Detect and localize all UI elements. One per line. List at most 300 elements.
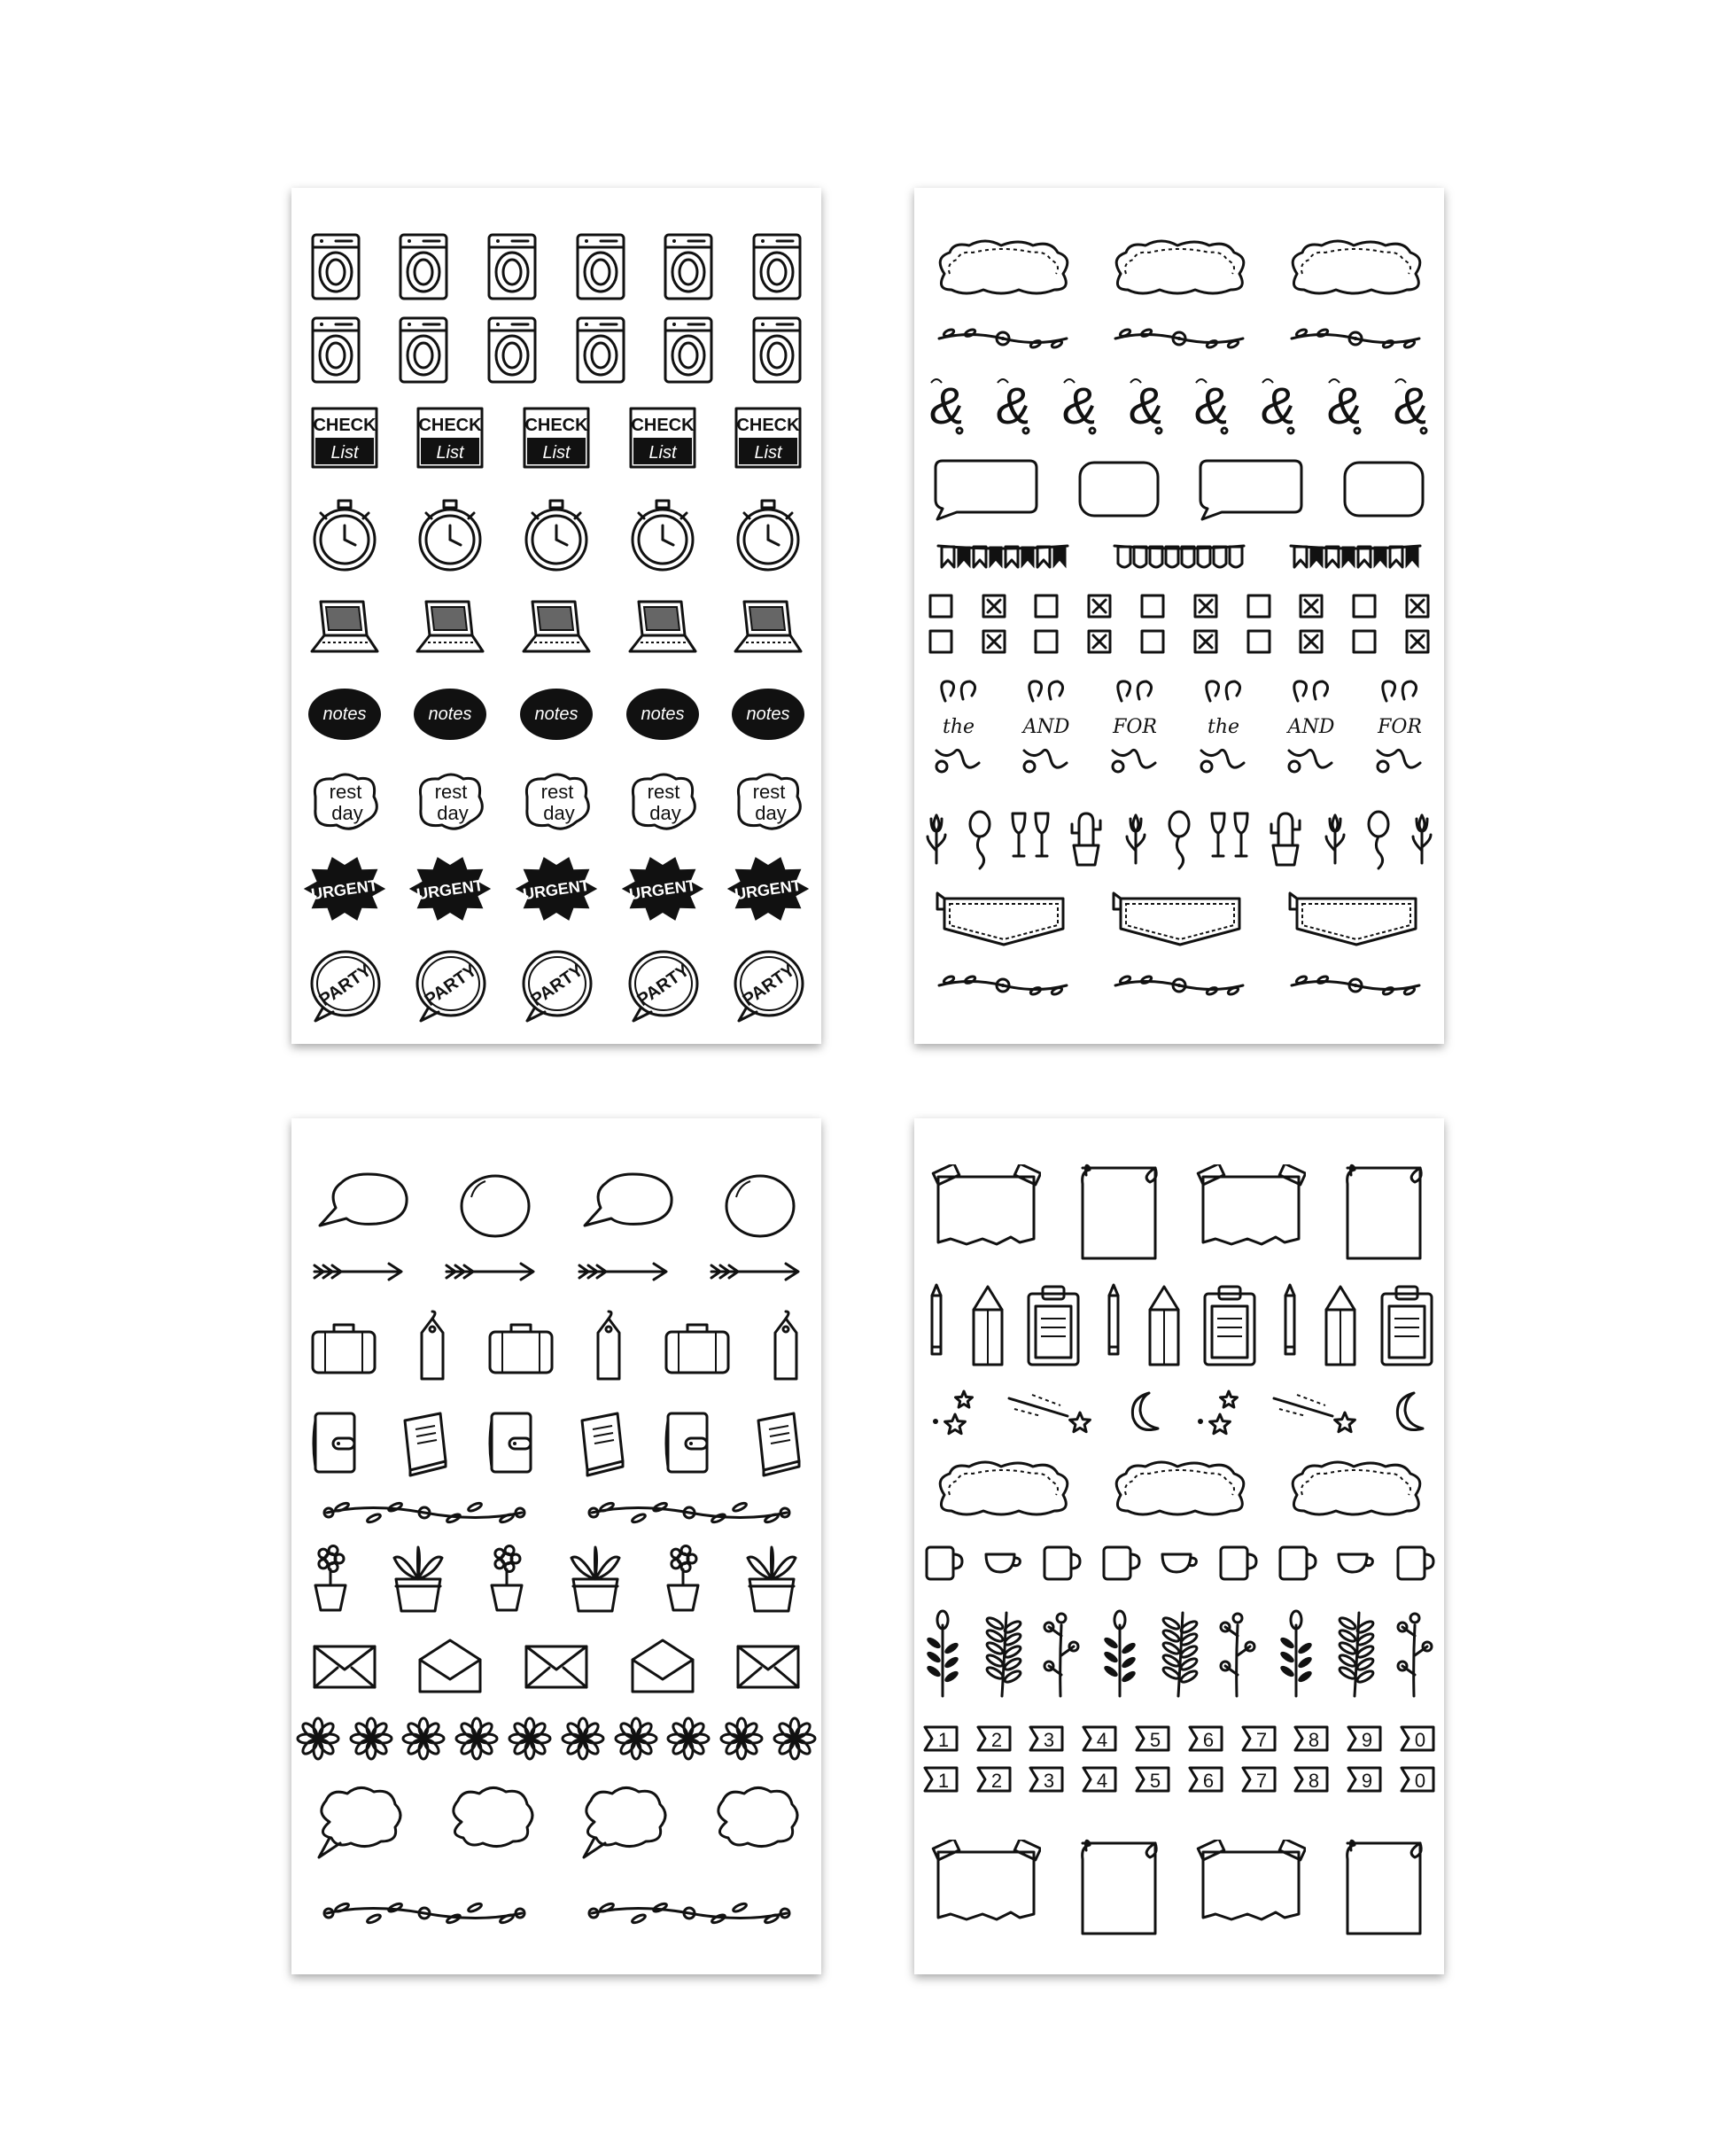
notes-badge [625, 686, 701, 743]
daisy-icon [401, 1716, 446, 1761]
speech-bubble-icon [579, 1171, 677, 1241]
checked-box-icon [981, 593, 1007, 619]
bunting-icon [1111, 539, 1247, 574]
row-speech-box [914, 454, 1444, 525]
svg-text:PARTY: PARTY [739, 960, 799, 1011]
daisy-icon [773, 1716, 817, 1761]
vine-divider-icon [583, 1499, 796, 1526]
glasses-icon [1009, 806, 1052, 870]
svg-text:CHECK: CHECK [524, 416, 588, 435]
daisy-icon [296, 1716, 340, 1761]
cloud-banner-icon [1110, 238, 1248, 299]
svg-text:CHECK: CHECK [418, 416, 482, 435]
svg-text:day: day [437, 802, 470, 824]
stopwatch-icon [414, 497, 486, 573]
number-flag-7 [1239, 1764, 1278, 1794]
empty-box-icon [1246, 593, 1272, 619]
bunting-icon [935, 539, 1071, 574]
svg-text:5: 5 [1149, 1729, 1161, 1751]
washer-icon [397, 231, 450, 302]
number-flag-1 [921, 1724, 960, 1754]
closed-book-icon [573, 1408, 626, 1477]
party-badge [625, 946, 701, 1024]
mug-icon [1039, 1542, 1083, 1583]
washer-icon [485, 231, 539, 302]
speech-bubble-icon [315, 1171, 412, 1241]
balloon-icon [1364, 806, 1393, 870]
urgent-badge [726, 852, 811, 926]
planner-book-icon [310, 1408, 360, 1477]
washer-icon [397, 315, 450, 385]
row-word-flourish [914, 673, 1444, 780]
notes-badge [307, 686, 383, 743]
sticker-sheet-3 [291, 1118, 821, 1974]
crayon-icon [967, 1283, 1009, 1368]
svg-text:List: List [330, 443, 359, 463]
number-flag-8 [1292, 1764, 1331, 1794]
checklist-badge [628, 406, 697, 470]
svg-text:1: 1 [937, 1729, 950, 1751]
svg-text:PARTY: PARTY [633, 960, 694, 1011]
mug-icon [1215, 1542, 1260, 1583]
svg-text:3: 3 [1044, 1729, 1055, 1751]
row-pencil-clipboard [914, 1281, 1444, 1370]
svg-text:4: 4 [1097, 1729, 1108, 1751]
ampersand-icon [1388, 372, 1434, 440]
row-washer-1 [291, 227, 821, 307]
bunting-icon [1287, 539, 1424, 574]
svg-text:0: 0 [1414, 1729, 1426, 1751]
empty-box-icon [928, 593, 954, 619]
washer-icon [662, 315, 715, 385]
row-daisy [291, 1714, 821, 1763]
checklist-badge [415, 406, 485, 470]
envelope-icon [311, 1641, 378, 1691]
svg-text:2: 2 [990, 1770, 1002, 1792]
glasses-icon [1208, 806, 1251, 870]
flower-pot-icon [308, 1545, 353, 1614]
stopwatch-icon [520, 497, 593, 573]
row-tab-banner [914, 888, 1444, 950]
suitcase-icon [309, 1318, 378, 1376]
vine-divider-icon [318, 1900, 531, 1926]
fern-icon [980, 1607, 1026, 1700]
urgent-badge [620, 852, 705, 926]
sticker-sheet-1 [291, 188, 821, 1044]
row-stopwatch [291, 494, 821, 576]
potted-plant-icon [563, 1544, 628, 1615]
teacup-icon [981, 1549, 1025, 1576]
row-arrow [291, 1257, 821, 1287]
svg-text:CHECK: CHECK [313, 416, 377, 435]
cloud-banner-icon [1110, 1459, 1248, 1520]
number-flag-7 [1239, 1724, 1278, 1754]
suitcase-icon [486, 1318, 555, 1376]
washer-icon [309, 231, 362, 302]
daisy-icon [719, 1716, 764, 1761]
urgent-badge [514, 852, 599, 926]
svg-text:day: day [648, 802, 681, 824]
clipboard-icon [1377, 1283, 1437, 1368]
rest-day-badge [307, 770, 383, 834]
svg-text:1: 1 [937, 1770, 950, 1792]
pinned-note-icon [1339, 1163, 1427, 1262]
empty-box-icon [928, 628, 954, 655]
svg-text:4: 4 [1097, 1770, 1108, 1792]
ampersand-icon [1123, 372, 1169, 440]
vine-divider-icon [583, 1900, 796, 1926]
svg-text:URGENT: URGENT [627, 876, 697, 904]
tulip-icon [1408, 806, 1436, 870]
svg-text:PARTY: PARTY [527, 960, 587, 1011]
flower-sprig-icon [920, 1607, 967, 1700]
suitcase-icon [663, 1318, 732, 1376]
svg-text:&: & [1062, 377, 1098, 435]
row-cloud-bubble [291, 1779, 821, 1868]
potted-plant-icon [385, 1544, 451, 1615]
row-checkbox-2 [914, 627, 1444, 656]
row-taped-note-bottom [914, 1834, 1444, 1941]
checklist-badge [734, 406, 803, 470]
speech-box-icon [1075, 455, 1163, 523]
number-flag-0 [1398, 1764, 1437, 1794]
stars-icon [1193, 1386, 1243, 1439]
word-flourish-and [1280, 674, 1342, 779]
checked-box-icon [1298, 593, 1324, 619]
luggage-tag-icon [415, 1310, 450, 1384]
checked-box-icon [1192, 593, 1219, 619]
ampersand-icon [924, 372, 970, 440]
svg-text:&: & [1327, 377, 1363, 435]
word-flourish-for [1104, 674, 1166, 779]
number-flag-5 [1133, 1724, 1172, 1754]
clipboard-icon [1200, 1283, 1260, 1368]
ampersand-icon [1189, 372, 1235, 440]
svg-text:URGENT: URGENT [415, 876, 485, 904]
empty-box-icon [1033, 593, 1060, 619]
row-flower-pot [291, 1544, 821, 1615]
daisy-icon [349, 1716, 393, 1761]
svg-text:FOR: FOR [1113, 716, 1158, 738]
row-envelope [291, 1636, 821, 1696]
closed-book-icon [749, 1408, 803, 1477]
stopwatch-icon [626, 497, 699, 573]
svg-text:rest: rest [752, 781, 786, 803]
row-small-doodles [914, 803, 1444, 874]
svg-text:&: & [930, 377, 965, 435]
tulip-icon [1122, 806, 1150, 870]
svg-text:CHECK: CHECK [736, 416, 800, 435]
checked-box-icon [1086, 628, 1113, 655]
floral-divider-icon [934, 970, 1072, 1000]
row-bunting [914, 537, 1444, 576]
sticker-sheet-4 [914, 1118, 1444, 1974]
stopwatch-icon [732, 497, 804, 573]
pinned-note-icon [1339, 1838, 1427, 1937]
daisy-icon [614, 1716, 658, 1761]
speech-box-icon [1340, 455, 1428, 523]
row-cloud-banner [914, 236, 1444, 301]
svg-text:notes: notes [534, 704, 579, 724]
empty-box-icon [1033, 628, 1060, 655]
empty-box-icon [1351, 628, 1378, 655]
number-flag-6 [1186, 1724, 1225, 1754]
svg-text:PARTY: PARTY [421, 960, 481, 1011]
row-vine-divider-top [291, 1498, 821, 1528]
teacup-icon [1333, 1549, 1378, 1576]
number-flag-9 [1345, 1764, 1384, 1794]
shooting-star-icon [1006, 1386, 1094, 1439]
tab-banner-icon [934, 890, 1072, 948]
svg-text:day: day [543, 802, 575, 824]
open-envelope-icon [416, 1637, 484, 1695]
row-mug [914, 1542, 1444, 1583]
crayon-icon [1143, 1283, 1185, 1368]
floral-divider-icon [1286, 970, 1425, 1000]
svg-text:URGENT: URGENT [734, 876, 804, 904]
row-notes [291, 681, 821, 748]
svg-text:2: 2 [990, 1729, 1002, 1751]
taped-note-icon [1196, 1164, 1306, 1260]
row-restday [291, 766, 821, 838]
cloud-banner-icon [934, 238, 1072, 299]
rest-day-badge [625, 770, 701, 834]
cloud-banner-icon [934, 1459, 1072, 1520]
fern-icon [1156, 1607, 1202, 1700]
svg-text:rest: rest [540, 781, 574, 803]
teacup-icon [1157, 1549, 1201, 1576]
clipboard-icon [1023, 1283, 1083, 1368]
flower-sprig-icon [1098, 1607, 1144, 1700]
svg-text:9: 9 [1362, 1770, 1373, 1792]
fern-icon [1332, 1607, 1378, 1700]
floral-divider-icon [1286, 323, 1425, 354]
ampersand-icon [1057, 372, 1103, 440]
checked-box-icon [1192, 628, 1219, 655]
checked-box-icon [1404, 593, 1431, 619]
mug-icon [1099, 1542, 1143, 1583]
svg-text:7: 7 [1255, 1729, 1267, 1751]
number-flag-5 [1133, 1764, 1172, 1794]
number-flag-3 [1027, 1724, 1066, 1754]
balloon-icon [966, 806, 994, 870]
svg-text:CHECK: CHECK [631, 416, 695, 435]
mug-icon [921, 1542, 966, 1583]
washer-icon [309, 315, 362, 385]
arrow-icon [706, 1258, 804, 1285]
tulip-icon [1321, 806, 1349, 870]
svg-text:URGENT: URGENT [521, 876, 591, 904]
cloud-bubble-icon [310, 1783, 406, 1864]
word-flourish-the [928, 674, 990, 779]
luggage-tag-icon [591, 1310, 626, 1384]
speech-box-tail-icon [930, 455, 1042, 523]
word-flourish-the [1192, 674, 1254, 779]
svg-text:&: & [1129, 377, 1163, 435]
pinned-note-icon [1074, 1838, 1162, 1937]
laptop-icon [414, 596, 486, 658]
empty-box-icon [1139, 593, 1166, 619]
svg-text:day: day [331, 802, 363, 824]
svg-text:notes: notes [641, 704, 685, 724]
row-laptop [291, 592, 821, 663]
checked-box-icon [1086, 593, 1113, 619]
row-book [291, 1405, 821, 1480]
svg-text:&: & [1394, 377, 1428, 435]
luggage-tag-icon [768, 1310, 804, 1384]
flower-pot-icon [485, 1545, 529, 1614]
checked-box-icon [1404, 628, 1431, 655]
svg-text:notes: notes [428, 704, 472, 724]
svg-text:rest: rest [329, 781, 362, 803]
svg-text:List: List [648, 443, 677, 463]
urgent-badge [408, 852, 493, 926]
number-flag-2 [975, 1724, 1013, 1754]
svg-text:5: 5 [1149, 1770, 1161, 1792]
open-envelope-icon [629, 1637, 696, 1695]
svg-text:FOR: FOR [1378, 716, 1423, 738]
stars-icon [928, 1386, 978, 1439]
flower-sprig-icon [1274, 1607, 1320, 1700]
leaf-icon [1215, 1607, 1261, 1700]
svg-text:rest: rest [647, 781, 680, 803]
potted-plant-icon [739, 1544, 804, 1615]
svg-text:8: 8 [1309, 1729, 1320, 1751]
envelope-icon [523, 1641, 590, 1691]
svg-text:notes: notes [322, 704, 367, 724]
row-speech-bubble [291, 1170, 821, 1242]
svg-text:8: 8 [1309, 1770, 1320, 1792]
word-flourish-and [1015, 674, 1077, 779]
cloud-bubble-icon [575, 1783, 671, 1864]
moon-icon [1387, 1386, 1430, 1439]
row-washer-2 [291, 310, 821, 390]
daisy-icon [561, 1716, 605, 1761]
empty-box-icon [1351, 593, 1378, 619]
rest-day-badge [412, 770, 488, 834]
round-bubble-icon [722, 1171, 798, 1241]
svg-text:9: 9 [1362, 1729, 1373, 1751]
tulip-icon [922, 806, 951, 870]
notes-badge [518, 686, 594, 743]
taped-note-icon [1196, 1840, 1306, 1935]
row-number-flag-1 [914, 1723, 1444, 1755]
flower-pot-icon [661, 1545, 705, 1614]
laptop-icon [732, 596, 804, 658]
row-checkbox-1 [914, 592, 1444, 620]
svg-text:day: day [755, 802, 787, 824]
washer-icon [750, 231, 804, 302]
svg-text:List: List [754, 443, 782, 463]
row-checklist [291, 401, 821, 475]
cactus-icon [1266, 806, 1305, 870]
floral-divider-icon [1110, 970, 1248, 1000]
svg-text:PARTY: PARTY [315, 960, 376, 1011]
planner-book-icon [486, 1408, 536, 1477]
checklist-badge [522, 406, 591, 470]
washer-icon [574, 315, 627, 385]
svg-text:URGENT: URGENT [309, 876, 379, 904]
row-party [291, 943, 821, 1028]
taped-note-icon [931, 1164, 1041, 1260]
cloud-banner-icon [1286, 238, 1425, 299]
mug-icon [1275, 1542, 1319, 1583]
svg-text:&: & [1195, 377, 1230, 435]
row-floral-divider-top [914, 321, 1444, 356]
washer-icon [574, 231, 627, 302]
svg-text:rest: rest [435, 781, 468, 803]
tab-banner-icon [1286, 890, 1425, 948]
planner-book-icon [663, 1408, 712, 1477]
notes-badge [730, 686, 806, 743]
cactus-icon [1067, 806, 1106, 870]
checked-box-icon [1298, 628, 1324, 655]
row-cloud-banner [914, 1459, 1444, 1521]
closed-book-icon [396, 1408, 449, 1477]
daisy-icon [454, 1716, 499, 1761]
svg-text:notes: notes [746, 704, 790, 724]
row-floral-divider-bottom [914, 968, 1444, 1003]
pencil-icon [1275, 1283, 1305, 1368]
number-flag-3 [1027, 1764, 1066, 1794]
row-stars-moon [914, 1384, 1444, 1441]
laptop-icon [308, 596, 381, 658]
svg-text:AND: AND [1023, 716, 1070, 738]
svg-text:&: & [996, 377, 1031, 435]
cloud-bubble-icon [442, 1783, 538, 1864]
washer-icon [750, 315, 804, 385]
party-badge [730, 946, 806, 1024]
floral-divider-icon [1110, 323, 1248, 354]
svg-text:6: 6 [1202, 1770, 1214, 1792]
ampersand-icon [1255, 372, 1301, 440]
svg-text:0: 0 [1414, 1770, 1426, 1792]
number-flag-4 [1080, 1764, 1119, 1794]
row-ampersand [914, 370, 1444, 441]
empty-box-icon [1139, 628, 1166, 655]
stopwatch-icon [308, 497, 381, 573]
washer-icon [662, 231, 715, 302]
checked-box-icon [981, 628, 1007, 655]
arrow-icon [574, 1258, 672, 1285]
svg-text:&: & [1261, 377, 1296, 435]
svg-text:List: List [542, 443, 571, 463]
party-badge [412, 946, 488, 1024]
cloud-bubble-icon [707, 1783, 803, 1864]
number-flag-6 [1186, 1764, 1225, 1794]
svg-text:the: the [1207, 716, 1239, 738]
row-taped-note-top [914, 1163, 1444, 1262]
party-badge [307, 946, 383, 1024]
svg-text:AND: AND [1288, 716, 1335, 738]
daisy-icon [508, 1716, 552, 1761]
row-number-flag-2 [914, 1763, 1444, 1795]
tab-banner-icon [1110, 890, 1248, 948]
urgent-badge [302, 852, 387, 926]
number-flag-8 [1292, 1724, 1331, 1754]
laptop-icon [626, 596, 699, 658]
ampersand-icon [990, 372, 1037, 440]
envelope-icon [734, 1641, 802, 1691]
arrow-icon [441, 1258, 539, 1285]
svg-text:the: the [942, 716, 975, 738]
leaf-icon [1392, 1607, 1438, 1700]
number-flag-0 [1398, 1724, 1437, 1754]
cloud-banner-icon [1286, 1459, 1425, 1520]
svg-text:6: 6 [1202, 1729, 1214, 1751]
round-bubble-icon [457, 1171, 533, 1241]
speech-box-tail-icon [1195, 455, 1307, 523]
